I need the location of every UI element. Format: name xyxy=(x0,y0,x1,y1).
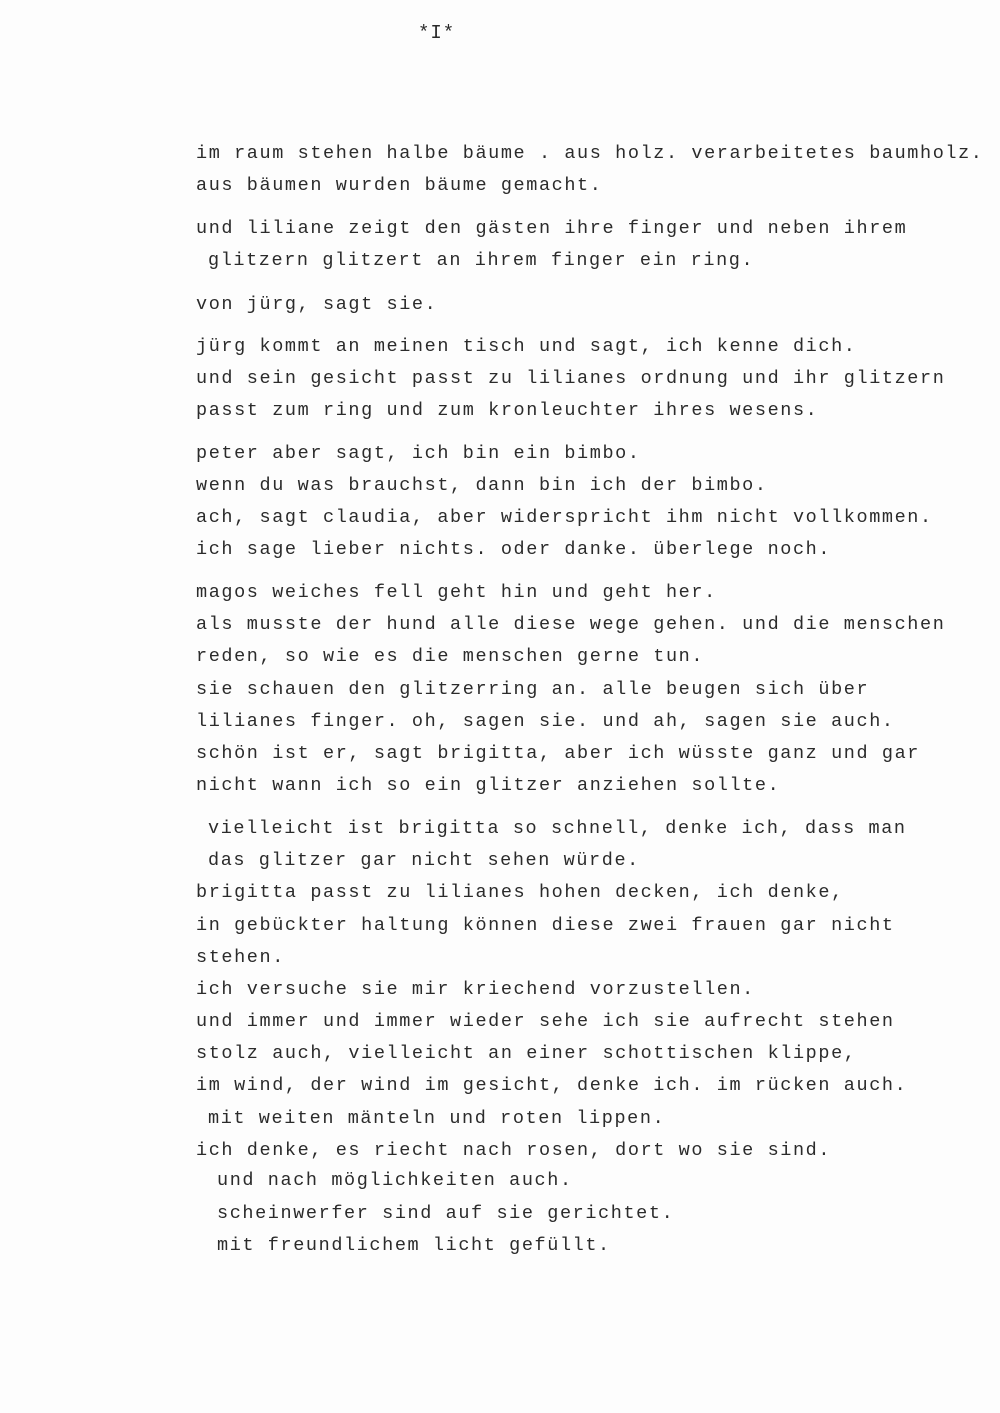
text-line: ich denke, es riecht nach rosen, dort wo sie sind. xyxy=(196,1140,832,1161)
text-line: wenn du was brauchst, dann bin ich der bimbo. xyxy=(196,475,768,496)
text-line: aus bäumen wurden bäume gemacht. xyxy=(196,175,603,196)
text-line: und liliane zeigt den gästen ihre finger und neben ihrem xyxy=(196,218,908,239)
text-line: und nach möglichkeiten auch. xyxy=(217,1170,573,1191)
text-line: schön ist er, sagt brigitta, aber ich wüsste ganz und gar xyxy=(196,743,921,764)
text-line: und immer und immer wieder sehe ich sie aufrecht stehen xyxy=(196,1011,895,1032)
text-line: mit freundlichem licht gefüllt. xyxy=(217,1235,611,1256)
text-line: mit weiten mänteln und roten lippen. xyxy=(208,1108,666,1129)
text-line: vielleicht ist brigitta so schnell, denke ich, dass man xyxy=(208,818,907,839)
text-line: das glitzer gar nicht sehen würde. xyxy=(208,850,640,871)
text-line: nicht wann ich so ein glitzer anziehen sollte. xyxy=(196,775,781,796)
text-line: scheinwerfer sind auf sie gerichtet. xyxy=(217,1203,675,1224)
text-line: in gebückter haltung können diese zwei frauen gar nicht xyxy=(196,915,895,936)
text-line: lilianes finger. oh, sagen sie. und ah, sagen sie auch. xyxy=(196,711,895,732)
text-line: passt zum ring und zum kronleuchter ihres wesens. xyxy=(196,400,819,421)
text-line: ich sage lieber nichts. oder danke. überlege noch. xyxy=(196,539,832,560)
text-line: und sein gesicht passt zu lilianes ordnung und ihr glitzern xyxy=(196,368,946,389)
text-line: ich versuche sie mir kriechend vorzustellen. xyxy=(196,979,755,1000)
text-line: reden, so wie es die menschen gerne tun. xyxy=(196,646,705,667)
text-line: sie schauen den glitzerring an. alle beugen sich über xyxy=(196,679,870,700)
text-line: peter aber sagt, ich bin ein bimbo. xyxy=(196,443,641,464)
text-line: von jürg, sagt sie. xyxy=(196,294,438,315)
text-line: stolz auch, vielleicht an einer schottischen klippe, xyxy=(196,1043,857,1064)
text-line: stehen. xyxy=(196,947,285,968)
text-line: magos weiches fell geht hin und geht her. xyxy=(196,582,717,603)
text-line: im raum stehen halbe bäume . aus holz. verarbeitetes baumholz. xyxy=(196,143,984,164)
text-line: als musste der hund alle diese wege gehen. und die menschen xyxy=(196,614,946,635)
text-line: ach, sagt claudia, aber widerspricht ihm nicht vollkommen. xyxy=(196,507,933,528)
text-line: im wind, der wind im gesicht, denke ich. im rücken auch. xyxy=(196,1075,908,1096)
page-number: *I* xyxy=(418,22,456,44)
text-line: glitzern glitzert an ihrem finger ein ring. xyxy=(208,250,755,271)
text-line: jürg kommt an meinen tisch und sagt, ich kenne dich. xyxy=(196,336,857,357)
text-line: brigitta passt zu lilianes hohen decken, ich denke, xyxy=(196,882,844,903)
